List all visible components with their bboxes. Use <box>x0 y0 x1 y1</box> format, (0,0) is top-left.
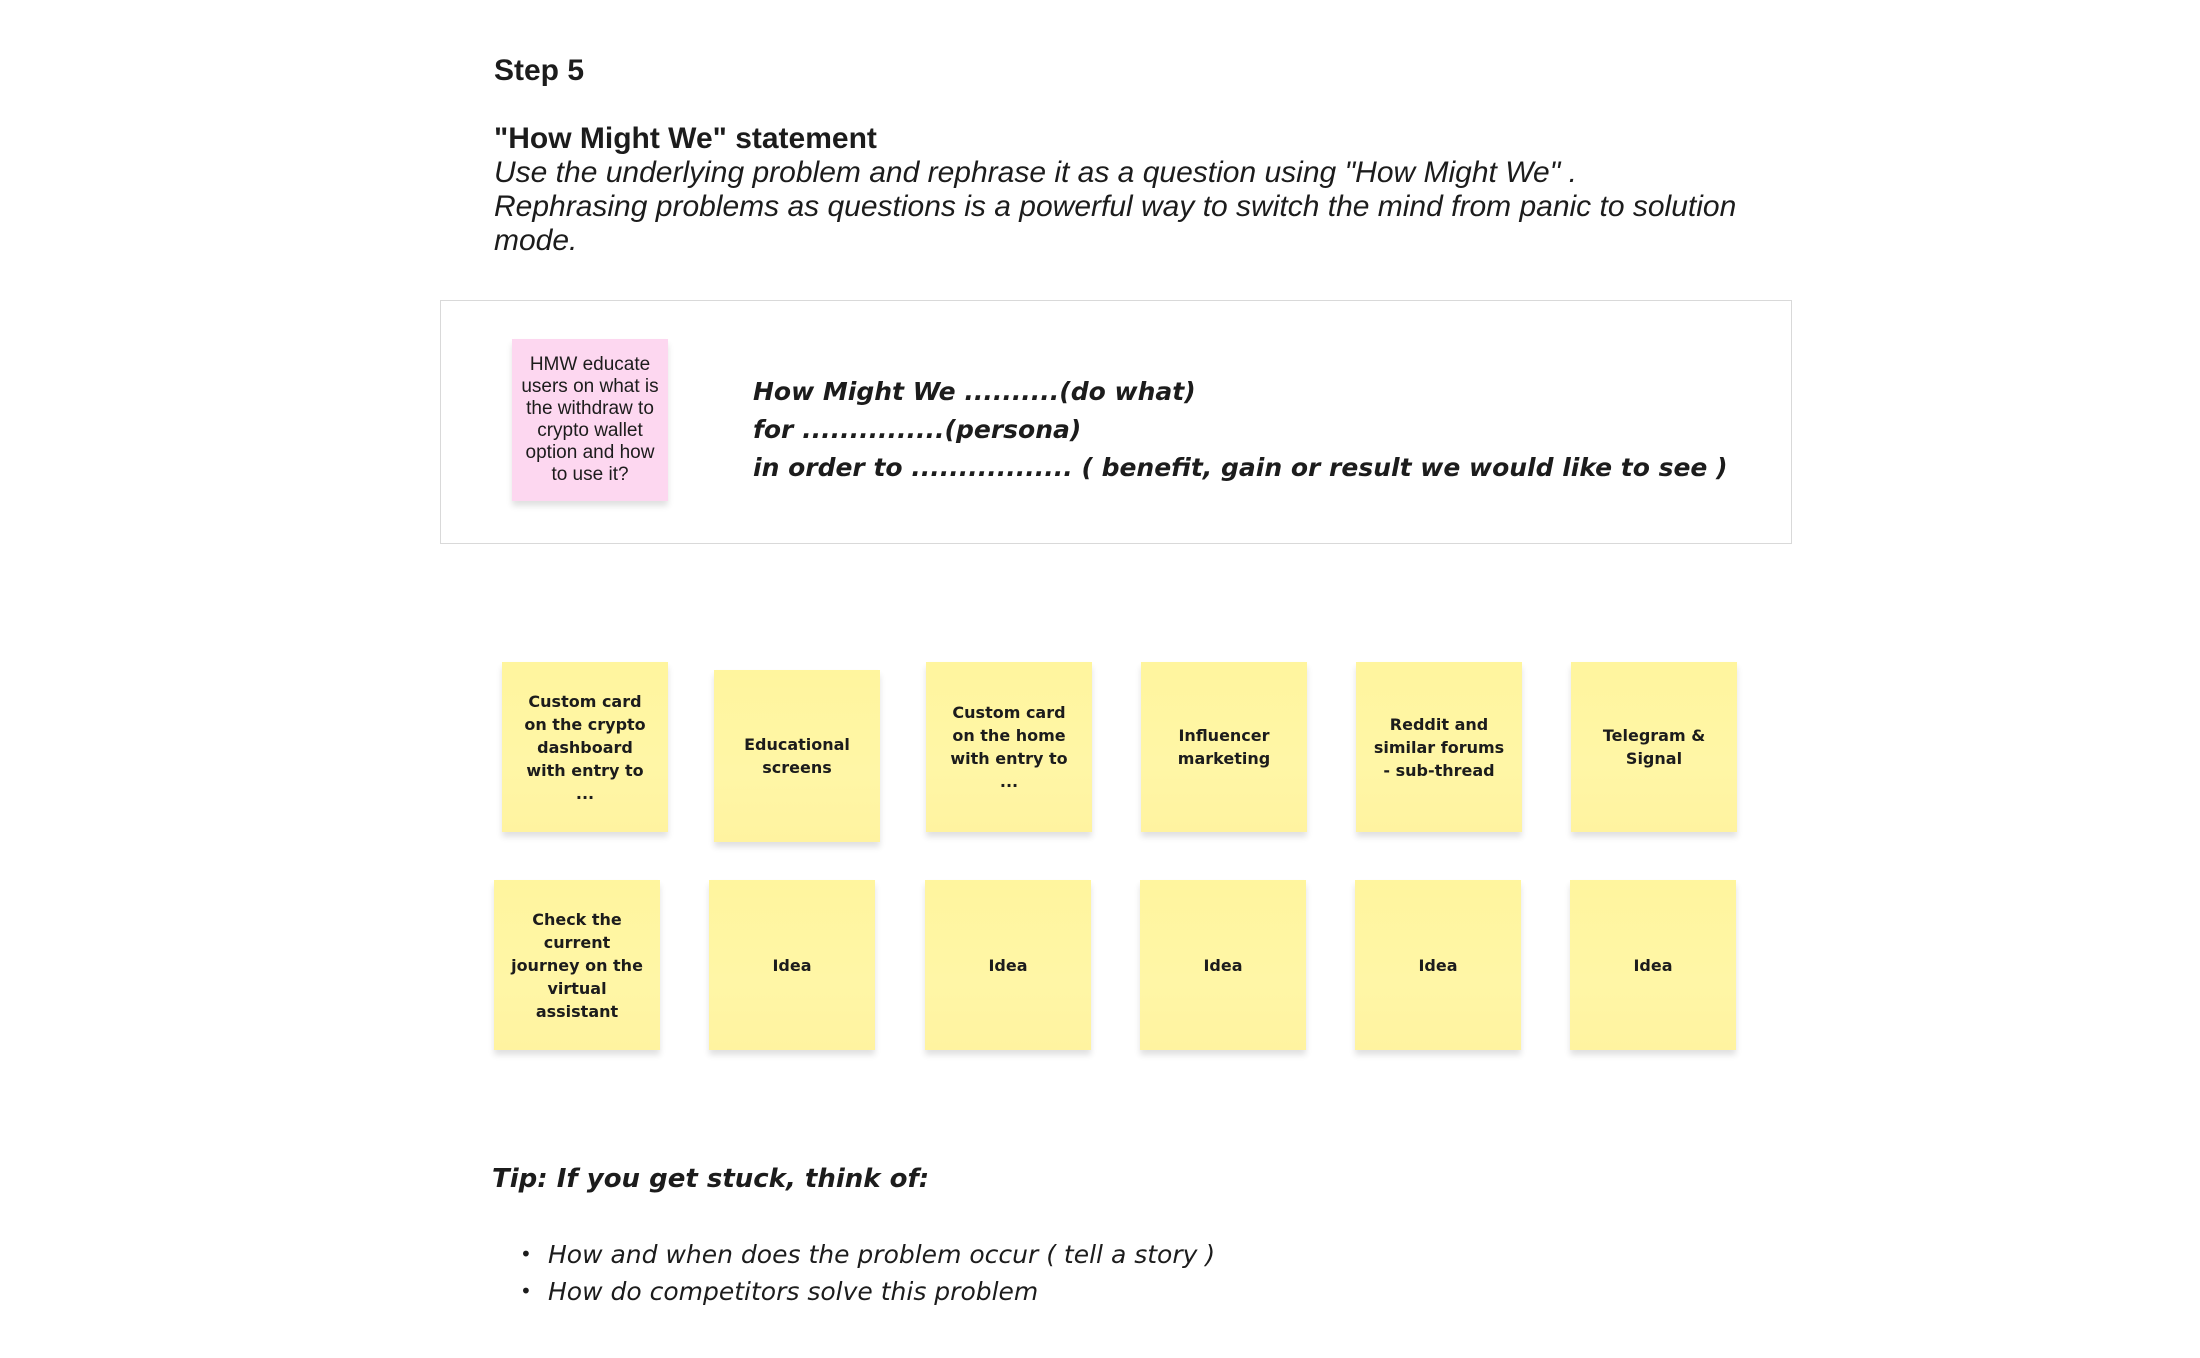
hmw-frame[interactable] <box>440 300 1792 544</box>
idea-text: Custom card on the home with entry to ... <box>950 703 1068 791</box>
template-line: in order to ................. ( benefit, gain or result we would like to see ) <box>753 453 1728 482</box>
hmw-template <box>753 373 1728 487</box>
idea-sticky-note[interactable] <box>494 880 660 1050</box>
idea-sticky-note[interactable] <box>709 880 875 1050</box>
idea-sticky-note[interactable] <box>926 662 1092 832</box>
idea-text: Educational screens <box>744 735 850 777</box>
tip-item-text: How do competitors solve this problem <box>548 1277 1039 1306</box>
instruction-line: mode. <box>494 224 578 257</box>
idea-sticky-note[interactable] <box>502 662 668 832</box>
tip-title: Tip: If you get stuck, think of: <box>492 1164 930 1194</box>
tip-item-text: How and when does the problem occur ( tell a story ) <box>548 1240 1216 1269</box>
idea-text: Custom card on the crypto dashboard with entry to ... <box>524 691 646 803</box>
idea-sticky-note[interactable] <box>714 670 880 842</box>
idea-text: Idea <box>1633 955 1673 975</box>
instructions <box>494 156 1754 258</box>
idea-text: Idea <box>1418 955 1458 975</box>
bullet-icon: • <box>520 1279 532 1303</box>
idea-sticky-note[interactable] <box>1570 880 1736 1050</box>
hmw-sticky-note[interactable] <box>512 339 668 501</box>
tip-item <box>520 1236 1215 1273</box>
idea-text: Telegram & Signal <box>1602 726 1706 768</box>
idea-text: Reddit and similar forums - sub-thread <box>1373 714 1505 780</box>
idea-sticky-note[interactable] <box>1356 662 1522 832</box>
instruction-line: Use the underlying problem and rephrase it as a question using "How Might We" . <box>494 156 1577 189</box>
instruction-line: Rephrasing problems as questions is a powerful way to switch the mind from panic to solution <box>494 190 1737 223</box>
idea-text: Idea <box>1203 955 1243 975</box>
tip-item <box>520 1273 1215 1310</box>
idea-sticky-note[interactable] <box>1140 880 1306 1050</box>
idea-sticky-note[interactable] <box>1141 662 1307 832</box>
idea-text: Influencer marketing <box>1177 726 1271 768</box>
idea-sticky-note[interactable] <box>1355 880 1521 1050</box>
hmw-note-text: HMW educate users on what is the withdraw to crypto wallet option and how to use it? <box>521 354 659 485</box>
bullet-icon: • <box>520 1242 532 1266</box>
idea-text: Check the current journey on the virtual assistant <box>511 909 643 1021</box>
tip-list <box>520 1236 1215 1310</box>
idea-text: Idea <box>988 955 1028 975</box>
idea-text: Idea <box>772 955 812 975</box>
idea-sticky-note[interactable] <box>1571 662 1737 832</box>
idea-sticky-note[interactable] <box>925 880 1091 1050</box>
section-heading: "How Might We" statement <box>494 122 877 155</box>
template-line: How Might We ..........(do what) <box>753 377 1196 406</box>
step-title: Step 5 <box>494 54 585 87</box>
template-line: for ...............(persona) <box>753 415 1082 444</box>
